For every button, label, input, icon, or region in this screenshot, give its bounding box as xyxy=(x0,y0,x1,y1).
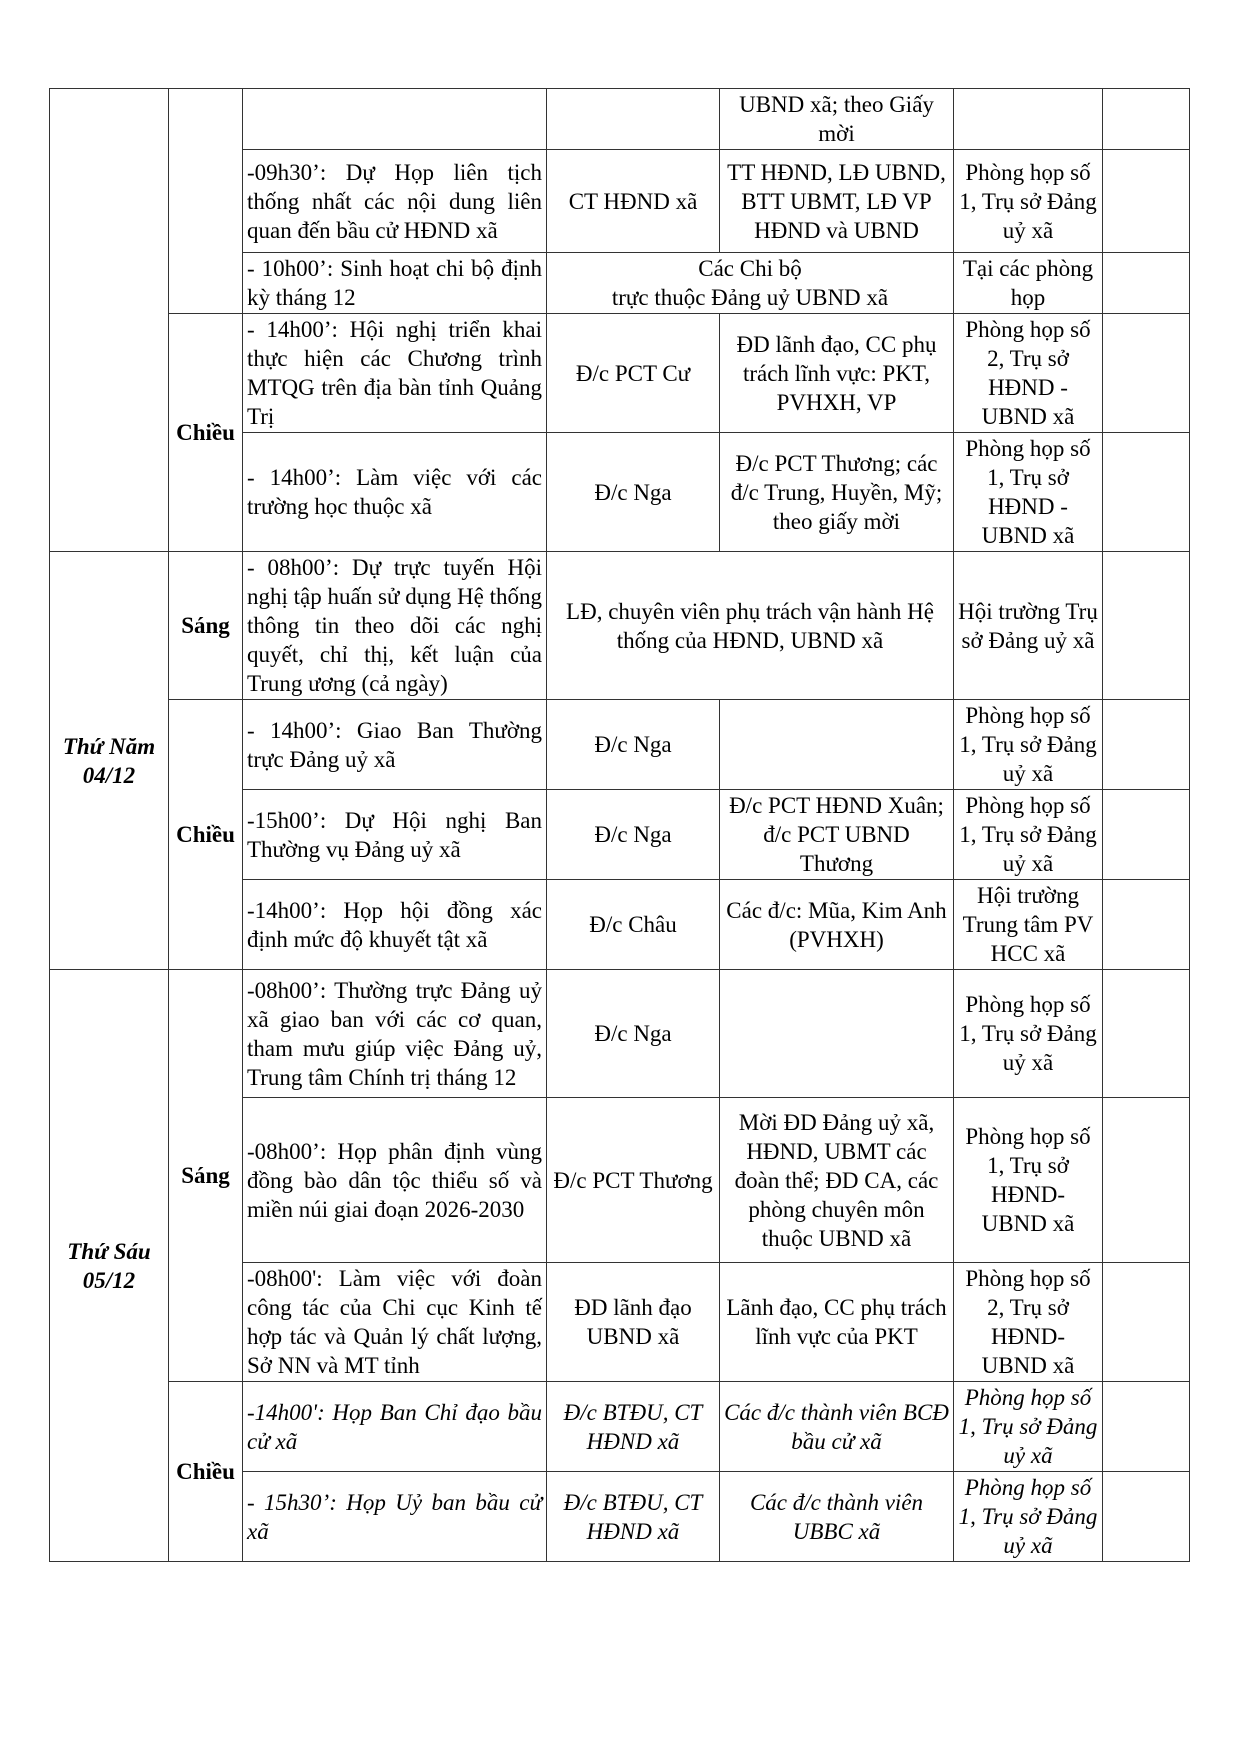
table-row xyxy=(50,1382,1190,1472)
participants-cell: Lãnh đạo, CC phụ trách lĩnh vực của PKT xyxy=(720,1263,954,1382)
lead-cell: Đ/c PCT Cư xyxy=(547,314,720,433)
participants-cell: Đ/c PCT HĐND Xuân; đ/c PCT UBND Thương xyxy=(720,790,954,880)
session-cell xyxy=(169,89,243,314)
notes-cell xyxy=(1103,790,1190,880)
day-label: Thứ Năm xyxy=(62,733,156,759)
session-cell: Chiều xyxy=(169,314,243,552)
content-cell: - 08h00’: Dự trực tuyến Hội nghị tập huấn sử dụng Hệ thống thông tin theo dõi các nghị quyết, chỉ thị, kết luận của Trung ương (cả ngày) xyxy=(243,552,547,700)
table-row xyxy=(50,700,1190,790)
content-cell: - 15h30’: Họp Uỷ ban bầu cử xã xyxy=(243,1472,547,1562)
session-cell: Sáng xyxy=(169,970,243,1382)
content-cell: - 14h00’: Hội nghị triển khai thực hiện các Chương trình MTQG trên địa bàn tỉnh Quảng Trị xyxy=(243,314,547,433)
participants-cell: Mời ĐD Đảng uỷ xã, HĐND, UBMT các đoàn thể; ĐD CA, các phòng chuyên môn thuộc UBND xã xyxy=(720,1098,954,1263)
lead-cell: Đ/c PCT Thương xyxy=(547,1098,720,1263)
lead-cell: Đ/c Châu xyxy=(547,880,720,970)
content-cell: -15h00’: Dự Hội nghị Ban Thường vụ Đảng uỷ xã xyxy=(243,790,547,880)
merged-participants-cell: Các Chi bộ trực thuộc Đảng uỷ UBND xã xyxy=(547,253,954,314)
participants-cell xyxy=(720,700,954,790)
table-row xyxy=(50,552,1190,700)
location-cell: Phòng họp số 1, Trụ sở Đảng uỷ xã xyxy=(954,1472,1103,1562)
content-cell xyxy=(243,89,547,150)
participants-cell: Các đ/c: Mũa, Kim Anh (PVHXH) xyxy=(720,880,954,970)
notes-cell xyxy=(1103,1263,1190,1382)
day-cell xyxy=(50,89,169,552)
content-cell: -09h30’: Dự Họp liên tịch thống nhất các nội dung liên quan đến bầu cử HĐND xã xyxy=(243,150,547,253)
notes-cell xyxy=(1103,253,1190,314)
content-cell: -14h00': Họp Ban Chỉ đạo bầu cử xã xyxy=(243,1382,547,1472)
location-cell: Phòng họp số 1, Trụ sở HĐND - UBND xã xyxy=(954,433,1103,552)
lead-cell: Đ/c Nga xyxy=(547,700,720,790)
location-cell: Tại các phòng họp xyxy=(954,253,1103,314)
content-cell: - 10h00’: Sinh hoạt chi bộ định kỳ tháng 12 xyxy=(243,253,547,314)
lead-cell: ĐD lãnh đạo UBND xã xyxy=(547,1263,720,1382)
location-cell: Phòng họp số 1, Trụ sở HĐND- UBND xã xyxy=(954,1098,1103,1263)
notes-cell xyxy=(1103,89,1190,150)
content-cell: -08h00’: Thường trực Đảng uỷ xã giao ban với các cơ quan, tham mưu giúp việc Đảng uỷ, Trung tâm Chính trị tháng 12 xyxy=(243,970,547,1098)
notes-cell xyxy=(1103,700,1190,790)
lead-cell: Đ/c BTĐU, CT HĐND xã xyxy=(547,1382,720,1472)
lead-cell: Đ/c BTĐU, CT HĐND xã xyxy=(547,1472,720,1562)
notes-cell xyxy=(1103,1382,1190,1472)
session-cell: Sáng xyxy=(169,552,243,700)
location-cell: Phòng họp số 1, Trụ sở Đảng uỷ xã xyxy=(954,970,1103,1098)
participants-cell: Các đ/c thành viên UBBC xã xyxy=(720,1472,954,1562)
lead-cell: Đ/c Nga xyxy=(547,790,720,880)
notes-cell xyxy=(1103,314,1190,433)
location-cell: Phòng họp số 2, Trụ sở HĐND- UBND xã xyxy=(954,1263,1103,1382)
content-cell: -14h00’: Họp hội đồng xác định mức độ khuyết tật xã xyxy=(243,880,547,970)
session-cell: Chiều xyxy=(169,1382,243,1562)
location-cell xyxy=(954,89,1103,150)
participants-cell: ĐD lãnh đạo, CC phụ trách lĩnh vực: PKT, PVHXH, VP xyxy=(720,314,954,433)
table-row xyxy=(50,970,1190,1098)
lead-cell: Đ/c Nga xyxy=(547,970,720,1098)
location-cell: Phòng họp số 1, Trụ sở Đảng uỷ xã xyxy=(954,1382,1103,1472)
notes-cell xyxy=(1103,552,1190,700)
schedule-body xyxy=(50,89,1190,1562)
content-cell: -08h00’: Họp phân định vùng đồng bào dân tộc thiểu số và miền núi giai đoạn 2026-2030 xyxy=(243,1098,547,1263)
participants-cell: TT HĐND, LĐ UBND, BTT UBMT, LĐ VP HĐND và UBND xyxy=(720,150,954,253)
day-cell xyxy=(50,552,169,970)
notes-cell xyxy=(1103,1472,1190,1562)
day-label: 04/12 xyxy=(82,762,136,788)
day-label: Thứ Sáu xyxy=(67,1238,151,1264)
content-cell: - 14h00’: Giao Ban Thường trực Đảng uỷ xã xyxy=(243,700,547,790)
table-row xyxy=(50,89,1190,150)
location-cell: Phòng họp số 2, Trụ sở HĐND - UBND xã xyxy=(954,314,1103,433)
participants-cell: Các đ/c thành viên BCĐ bầu cử xã xyxy=(720,1382,954,1472)
location-cell: Phòng họp số 1, Trụ sở Đảng uỷ xã xyxy=(954,700,1103,790)
location-cell: Hội trường Trụ sở Đảng uỷ xã xyxy=(954,552,1103,700)
location-cell: Hội trường Trung tâm PV HCC xã xyxy=(954,880,1103,970)
participants-cell: Đ/c PCT Thương; các đ/c Trung, Huyền, Mỹ; theo giấy mời xyxy=(720,433,954,552)
notes-cell xyxy=(1103,433,1190,552)
location-cell: Phòng họp số 1, Trụ sở Đảng uỷ xã xyxy=(954,150,1103,253)
session-cell: Chiều xyxy=(169,700,243,970)
lead-cell xyxy=(547,89,720,150)
participants-cell xyxy=(720,970,954,1098)
table-row xyxy=(50,314,1190,433)
notes-cell xyxy=(1103,970,1190,1098)
lead-cell: CT HĐND xã xyxy=(547,150,720,253)
location-cell: Phòng họp số 1, Trụ sở Đảng uỷ xã xyxy=(954,790,1103,880)
notes-cell xyxy=(1103,150,1190,253)
content-cell: - 14h00’: Làm việc với các trường học thuộc xã xyxy=(243,433,547,552)
lead-cell: Đ/c Nga xyxy=(547,433,720,552)
schedule-table xyxy=(49,88,1190,1562)
merged-participants-cell: LĐ, chuyên viên phụ trách vận hành Hệ thống của HĐND, UBND xã xyxy=(547,552,954,700)
content-cell: -08h00': Làm việc với đoàn công tác của Chi cục Kinh tế hợp tác và Quản lý chất lượng, Sở NN và MT tỉnh xyxy=(243,1263,547,1382)
day-cell xyxy=(50,970,169,1562)
notes-cell xyxy=(1103,1098,1190,1263)
notes-cell xyxy=(1103,880,1190,970)
day-label: 05/12 xyxy=(82,1267,136,1293)
participants-cell: UBND xã; theo Giấy mời xyxy=(720,89,954,150)
